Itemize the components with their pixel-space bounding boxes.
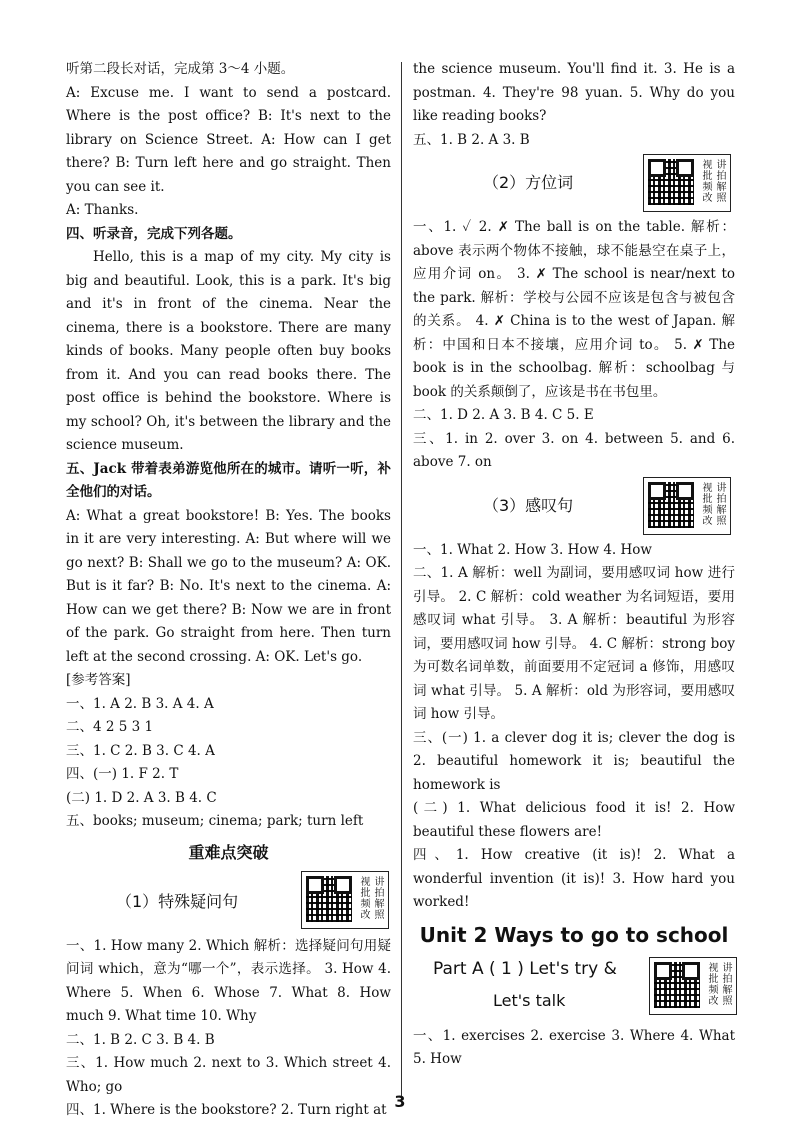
section-5-answers: 五、1. B 2. A 3. B bbox=[413, 131, 530, 148]
qr-code-icon bbox=[648, 482, 694, 528]
answer-line: 三、1. C 2. B 3. C 4. A bbox=[66, 742, 215, 759]
answer-line: 一、1. A 2. B 3. A 4. A bbox=[66, 695, 214, 712]
sub2-line: 二、1. D 2. A 3. B 4. C 5. E bbox=[413, 407, 594, 423]
answer-line: (二) 1. D 2. A 3. B 4. C bbox=[66, 789, 217, 806]
continued-answers: the science museum. You'll find it. 3. He is a postman. 4. They're 98 yuan. 5. Why do you like reading books? bbox=[413, 61, 735, 124]
sub3-line: 二、1. A 解析：well 为副词，要用感叹词 how 进行引导。 2. C 解析：cold weather 为名词短语，要用感叹词 what 引导。 3. A 解析：beautiful 为形容词，要用感叹词 how 引导。 4. C 解析：strong boy 为可数名词单数，前面要用不定冠词 a 修饰，用感叹词 what 引导。 5. A 解析：old 为形容词，要用感叹词 how 引导。 bbox=[413, 565, 735, 722]
subsection-2-title: （2）方位词 bbox=[483, 173, 574, 192]
answer-line: 五、books; museum; cinema; park; turn left bbox=[66, 813, 364, 829]
sub1-line: 一、1. How many 2. Which 解析：选择疑问句用疑问词 which，意为“哪一个”，表示选择。 3. How 4. Where 5. When 6. Whose 7. What 8. How much 9. What time 10. Why bbox=[66, 937, 391, 1024]
qr-code-icon bbox=[648, 159, 694, 205]
answer-line: 四、(一) 1. F 2. T bbox=[66, 766, 179, 782]
qr-code-box[interactable] bbox=[649, 957, 737, 1015]
subsection-1-title: （1）特殊疑问句 bbox=[116, 891, 239, 911]
qr-label: 讲拍解照视批频改 bbox=[706, 961, 731, 1006]
dialog-5: A: What a great bookstore! B: Yes. The books in it are very interesting. A: But where will we go next? B: Shall we go to the museum? A: OK. But is it far? B: No. It's next to the cinema. A: How can we get there? B: Now we are in front of the park. Go straight from here. Then turn left at the second crossing. A: OK. Let's go. bbox=[66, 507, 391, 665]
dialog-2: A: Excuse me. I want to send a postcard. Where is the post office? B: It's next to the library on Science Street. A: How can I get there? B: Turn left here and go straight. Then you can see it. bbox=[66, 84, 391, 195]
section-4-title: 四、听录音，完成下列各题。 bbox=[66, 225, 242, 242]
sub3-line: 三、(一) 1. a clever dog it is; clever the dog is 2. beautiful homework it is; beautiful the homework is bbox=[413, 729, 735, 793]
section-5-title: 五、Jack 带着表弟游览他所在的城市。请听一听，补全他们的对话。 bbox=[66, 460, 391, 500]
answer-line: 二、4 2 5 3 1 bbox=[66, 719, 154, 735]
page-number: 3 bbox=[394, 1092, 406, 1111]
sub2-line: 三、1. in 2. over 3. on 4. between 5. and 6. above 7. on bbox=[413, 430, 735, 470]
subsection-3-title: （3）感叹句 bbox=[483, 495, 574, 515]
sub3-line: 一、1. What 2. How 3. How 4. How bbox=[413, 541, 652, 558]
subsection-1-header bbox=[66, 871, 391, 935]
qr-label: 讲拍解照视批频改 bbox=[358, 875, 383, 920]
part-title-line-2: Let's talk bbox=[493, 990, 566, 1010]
intro-line: 听第二段长对话，完成第 3～4 小题。 bbox=[66, 61, 295, 77]
sub1-line: 二、1. B 2. C 3. B 4. B bbox=[66, 1031, 215, 1048]
qr-code-box[interactable] bbox=[643, 477, 731, 535]
part-header bbox=[413, 953, 735, 1025]
qr-label: 讲拍解照视批频改 bbox=[700, 481, 725, 526]
part-line: 一、1. exercises 2. exercise 3. Where 4. What 5. How bbox=[413, 1027, 735, 1067]
subsection-3-header bbox=[413, 475, 735, 539]
section-title: 重难点突破 bbox=[188, 842, 269, 862]
right-column bbox=[413, 58, 735, 1072]
sub3-line: (二) 1. What delicious food it is! 2. How beautiful these flowers are! bbox=[413, 800, 735, 840]
qr-code-icon bbox=[306, 876, 352, 922]
column-divider bbox=[401, 62, 402, 1102]
listening-passage: Hello, this is a map of my city. My city is big and beautiful. Look, this is a park. It's big and it's in front of the cinema. Near the cinema, there is a bookstore. There are many kinds of books. Many people often buy books from it. And you can read books there. The post office is behind the bookstore. Where is my school? Oh, it's between the library and the science museum. bbox=[66, 249, 391, 453]
qr-code-box[interactable] bbox=[643, 154, 731, 212]
qr-label: 讲拍解照视批频改 bbox=[700, 159, 725, 203]
qr-code-icon bbox=[654, 962, 700, 1008]
part-title-line-1: Part A ( 1 ) Let's try & bbox=[433, 958, 617, 979]
sub2-line: 一、1. ✓ 2. ✗ The ball is on the table. 解析：above 表示两个物体不接触，球不能悬空在桌子上，应用介词 on。 3. ✗ The school is near/next to the park. 解析：学校与公园不应该是包含与被包含的关系。 4. ✗ China is to the west of Japan. 解析：中国和日本不接壤，应用介词 to。 5. ✗ The book is in the schoolbag. 解析：schoolbag 与 book 的关系颠倒了，应该是书在书包里。 bbox=[413, 219, 735, 400]
unit-title: Unit 2 Ways to go to school bbox=[419, 922, 729, 947]
subsection-2-header bbox=[413, 152, 735, 216]
left-column bbox=[66, 58, 391, 1123]
qr-code-box[interactable] bbox=[301, 871, 389, 929]
sub3-line: 四、1. How creative (it is)! 2. What a wonderful invention (it is)! 3. How hard you worked! bbox=[413, 847, 735, 910]
answers-label: [参考答案] bbox=[66, 672, 131, 688]
sub1-line: 四、1. Where is the bookstore? 2. Turn right at bbox=[66, 1102, 387, 1118]
sub1-line: 三、1. How much 2. next to 3. Which street 4. Who; go bbox=[66, 1055, 391, 1095]
dialog-2-end: A: Thanks. bbox=[66, 202, 139, 218]
